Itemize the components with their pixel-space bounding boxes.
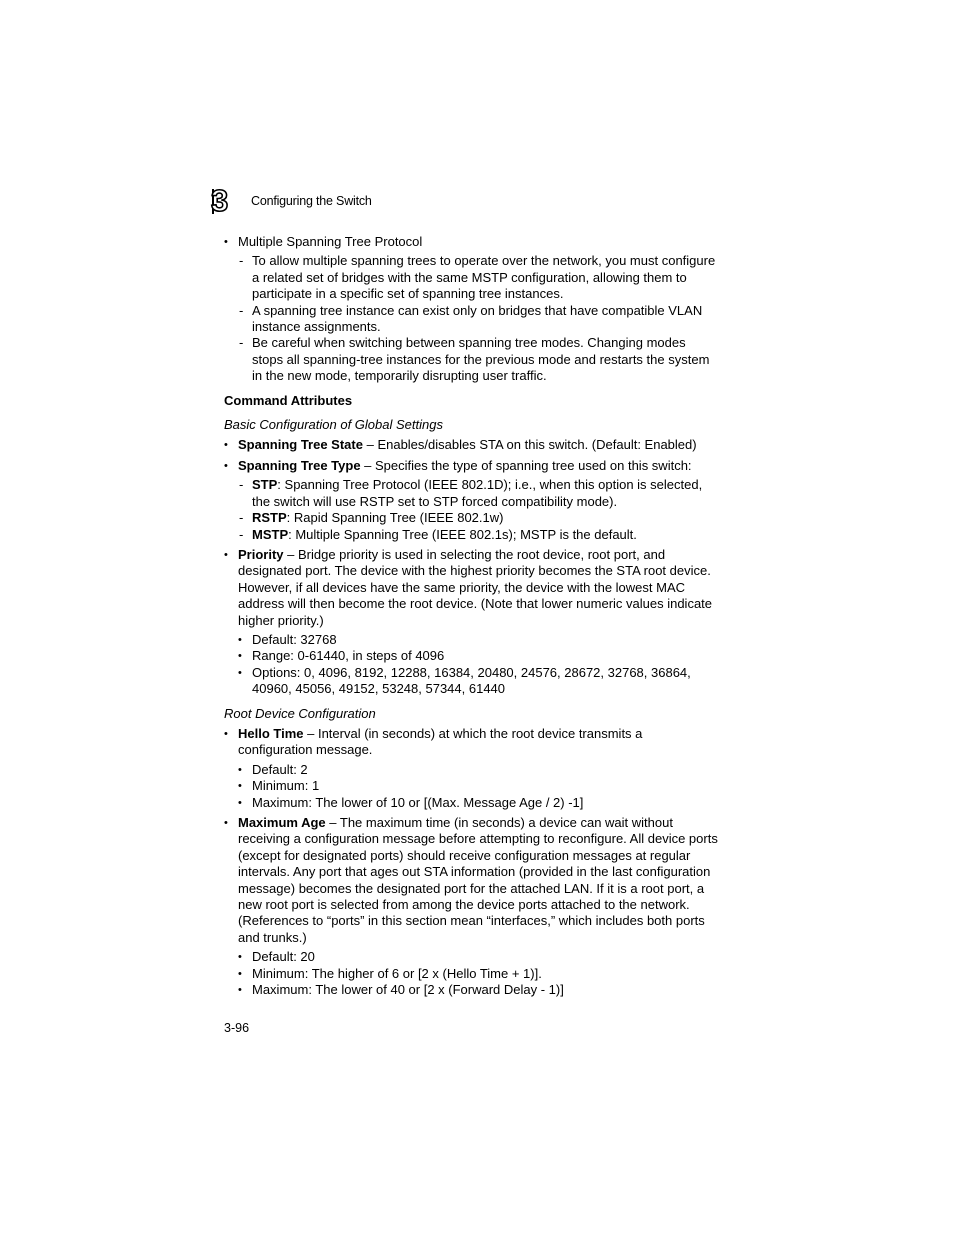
term: Hello Time <box>238 725 304 741</box>
subsection-heading-root: Root Device Configuration <box>224 705 376 721</box>
term: Priority <box>238 546 284 562</box>
sub-bullet: • Maximum: The lower of 40 or [2 x (Forward Delay - 1)] <box>224 982 718 998</box>
description: – Interval (in seconds) at which the root device transmits a configuration message. <box>238 725 643 758</box>
sub-bullet: • Options: 0, 4096, 8192, 12288, 16384, 20480, 24576, 28672, 32768, 36864, 40960, 45056, 49152, 53248, 57344, 61440 <box>224 665 718 698</box>
term: Spanning Tree Type <box>238 457 361 473</box>
dash-item: - A spanning tree instance can exist only on bridges that have compatible VLAN instance assignments. <box>224 303 718 336</box>
sub-bullet: • Maximum: The lower of 10 or [(Max. Message Age / 2) -1] <box>224 795 718 811</box>
description: : Multiple Spanning Tree (IEEE 802.1s); MSTP is the default. <box>288 526 637 542</box>
term: Spanning Tree State <box>238 437 363 453</box>
description: : Spanning Tree Protocol (IEEE 802.1D); i.e., when this option is selected, the switch will use RSTP set to STP forced compatibility mode). <box>252 477 703 509</box>
sub-bullet: • Default: 2 <box>224 762 718 778</box>
term: RSTP <box>252 510 287 526</box>
bullet-spanning-tree-state <box>224 437 718 453</box>
description: : Rapid Spanning Tree (IEEE 802.1w) <box>286 510 504 526</box>
bullet-mstp <box>224 234 718 250</box>
chapter-number: 3 <box>211 183 229 218</box>
dash-item-mstp <box>224 527 718 543</box>
sub-bullet: • Default: 20 <box>224 949 718 965</box>
page-content <box>224 234 718 998</box>
description: – The maximum time (in seconds) a device can wait without receiving a configuration message before attempting to reconfigure. All device ports (except for designated ports) should receive configuration messages at regular intervals. Any port that ages out STA information (provided in the last configuration message) becomes the designated port for the attached LAN. If it is a root port, a new root port is selected from among the device ports attached to the network. (References to “ports” in this section mean “interfaces,” which includes both ports and trunks.) <box>238 815 718 945</box>
bullet-priority <box>224 547 718 629</box>
section-heading: Command Attributes <box>224 392 353 408</box>
dash-item-rstp <box>224 510 718 526</box>
page-number: 3-96 <box>224 1021 250 1035</box>
sub-bullet: • Range: 0-61440, in steps of 4096 <box>224 648 718 664</box>
dash-item-stp <box>224 477 718 510</box>
sub-bullet: • Default: 32768 <box>224 632 718 648</box>
running-title: Configuring the Switch <box>251 194 372 208</box>
term: MSTP <box>252 526 289 542</box>
bullet-maximum-age <box>224 815 718 946</box>
description: – Specifies the type of spanning tree used on this switch: <box>360 457 692 473</box>
bullet-hello-time <box>224 726 718 759</box>
dash-item: - To allow multiple spanning trees to operate over the network, you must configure a related set of bridges with the same MSTP configuration, allowing them to participate in a specific set of spanning tree instances. <box>224 253 718 302</box>
bullet-spanning-tree-type <box>224 458 718 474</box>
bullet-text: Multiple Spanning Tree Protocol <box>238 234 423 249</box>
description: – Bridge priority is used in selecting the root device, root port, and designated port. The device with the highest priority becomes the STA root device. However, if all devices have the same priority, the device with the lowest MAC address will then become the root device. (Note that lower numeric values indicate higher priority.) <box>238 546 713 628</box>
sub-bullet: • Minimum: The higher of 6 or [2 x (Hello Time + 1)]. <box>224 966 718 982</box>
term: Maximum Age <box>238 815 326 830</box>
dash-item: - Be careful when switching between spanning tree modes. Changing modes stops all spanning-tree instances for the previous mode and restarts the system in the new mode, temporarily disrupting user traffic. <box>224 335 718 384</box>
sub-bullet: • Minimum: 1 <box>224 778 718 794</box>
description: – Enables/disables STA on this switch. (Default: Enabled) <box>362 437 697 453</box>
subsection-heading-basic: Basic Configuration of Global Settings <box>224 417 443 433</box>
term: STP <box>252 477 278 493</box>
